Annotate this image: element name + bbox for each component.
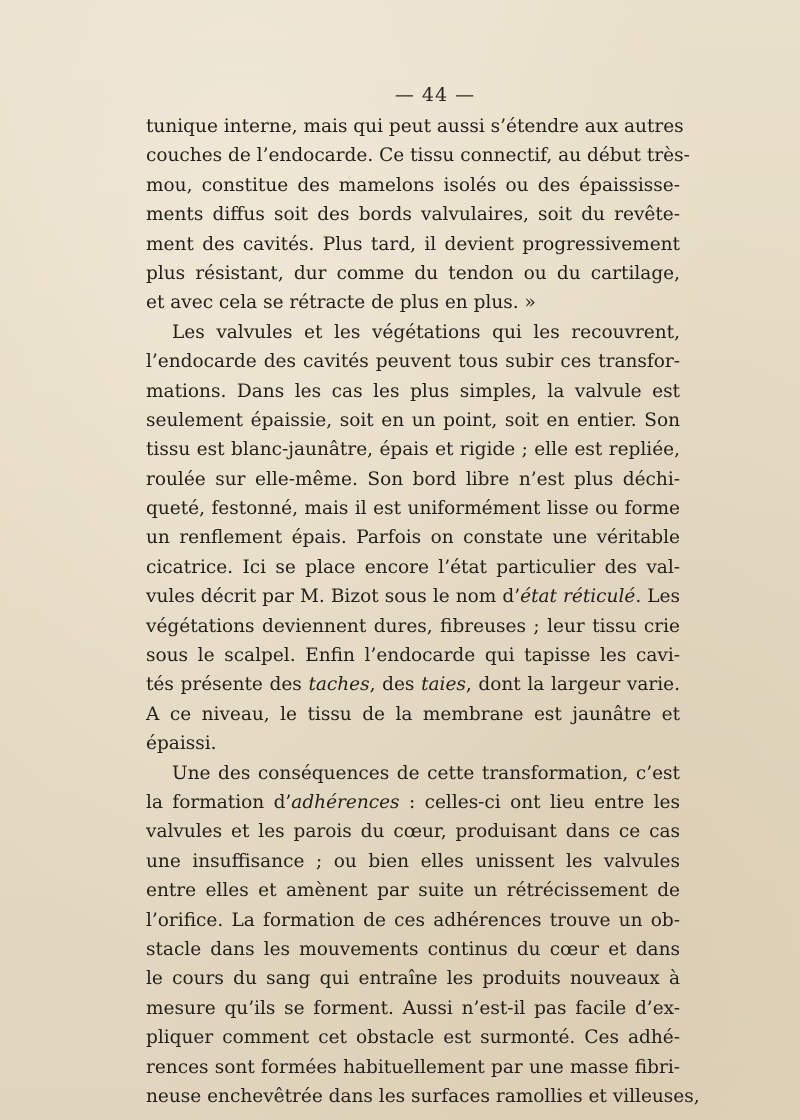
text-line: [146, 523, 680, 552]
italic-term: taies: [421, 674, 466, 696]
text-segment: ments diffus soit des bords valvulaires, soit du revête-: [146, 204, 680, 226]
text-segment: , des: [369, 674, 422, 696]
text-line: [146, 200, 680, 229]
text-segment: vules décrit par M. Bizot sous le nom d’: [146, 586, 521, 608]
text-segment: sous le scalpel. Enfin l’endocarde qui tapisse les cavi-: [146, 645, 680, 667]
text-segment: neuse enchevêtrée dans les surfaces ramollies et villeuses,: [146, 1085, 700, 1107]
text-segment: roulée sur elle-même. Son bord libre n’est plus déchi-: [146, 468, 680, 490]
text-segment: plus résistant, dur comme du tendon ou du cartilage,: [146, 262, 680, 284]
text-segment: pliquer comment cet obstacle est surmonté. Ces adhé-: [146, 1027, 680, 1049]
text-line: [146, 876, 680, 905]
text-line: [146, 906, 680, 935]
text-line: [146, 700, 680, 729]
text-segment: A ce niveau, le tissu de la membrane est jaunâtre et: [146, 703, 680, 725]
text-line: [146, 582, 680, 611]
text-line: [146, 847, 680, 876]
body-text: [146, 112, 700, 1111]
text-segment: épaissi.: [146, 733, 217, 755]
text-line: [146, 788, 680, 817]
text-segment: cicatrice. Ici se place encore l’état particulier des val-: [146, 556, 680, 578]
text-line: [146, 994, 680, 1023]
text-line: [146, 435, 680, 464]
text-segment: tés présente des: [146, 674, 309, 696]
text-segment: Les valvules et les végétations qui les recouvrent,: [172, 321, 680, 343]
text-segment: mesure qu’ils se forment. Aussi n’est-il pas facile d’ex-: [146, 997, 680, 1019]
text-segment: valvules et les parois du cœur, produisant dans ce cas: [146, 821, 680, 843]
text-line: [146, 729, 680, 758]
text-line: [146, 759, 680, 788]
italic-term: adhérences: [291, 791, 400, 813]
text-line: [146, 1053, 680, 1082]
text-segment: rences sont formées habituellement par une masse fibri-: [146, 1056, 680, 1078]
text-segment: l’endocarde des cavités peuvent tous subir ces transfor-: [146, 351, 680, 373]
text-line: [146, 641, 680, 670]
text-line: [146, 817, 680, 846]
text-line: [146, 112, 684, 141]
text-line: [146, 141, 690, 170]
text-segment: stacle dans les mouvements continus du cœur et dans: [146, 938, 680, 960]
text-line: [146, 1082, 700, 1111]
text-segment: la formation d’: [146, 791, 292, 813]
italic-term: taches: [308, 674, 370, 696]
text-segment: le cours du sang qui entraîne les produits nouveaux à: [146, 968, 680, 990]
text-segment: un renflement épais. Parfois on constate une véritable: [146, 527, 680, 549]
text-segment: : celles-ci ont lieu entre les: [399, 791, 680, 813]
text-line: [146, 670, 680, 699]
text-segment: . Les: [635, 586, 680, 608]
text-line: [146, 935, 680, 964]
text-segment: et avec cela se rétracte de plus en plus. »: [146, 292, 536, 314]
text-segment: mou, constitue des mamelons isolés ou des épaississe-: [146, 174, 680, 196]
text-line: [146, 347, 680, 376]
page-number: — 44 —: [394, 84, 476, 106]
text-line: [146, 288, 680, 317]
text-segment: mations. Dans les cas les plus simples, la valvule est: [146, 380, 680, 402]
text-segment: végétations deviennent dures, fibreuses ; leur tissu crie: [146, 615, 680, 637]
text-line: [146, 230, 680, 259]
text-segment: tunique interne, mais qui peut aussi s’étendre aux autres: [146, 116, 684, 137]
text-segment: couches de l’endocarde. Ce tissu connectif, au début très-: [146, 145, 690, 167]
text-segment: queté, festonné, mais il est uniformément lisse ou forme: [146, 498, 680, 520]
text-segment: ment des cavités. Plus tard, il devient progressivement: [146, 233, 680, 255]
text-segment: seulement épaissie, soit en un point, soit en entier. Son: [146, 409, 680, 431]
text-line: [146, 465, 680, 494]
text-line: [146, 612, 680, 641]
text-segment: , dont la largeur varie.: [465, 674, 680, 696]
text-segment: l’orifice. La formation de ces adhérences trouve un ob-: [146, 909, 680, 931]
text-segment: une insuffisance ; ou bien elles unissent les valvules: [146, 850, 680, 872]
text-line: [146, 259, 680, 288]
text-line: [146, 377, 680, 406]
text-line: [146, 1023, 680, 1052]
text-segment: Une des conséquences de cette transformation, c’est: [172, 762, 680, 784]
text-line: [146, 964, 680, 993]
text-line: [146, 171, 680, 200]
text-segment: tissu est blanc-jaunâtre, épais et rigide ; elle est repliée,: [146, 439, 680, 461]
text-line: [146, 318, 680, 347]
text-line: [146, 494, 680, 523]
italic-term: état réticulé: [520, 586, 636, 608]
text-segment: entre elles et amènent par suite un rétrécissement de: [146, 880, 680, 902]
text-line: [146, 406, 680, 435]
text-line: [146, 553, 680, 582]
